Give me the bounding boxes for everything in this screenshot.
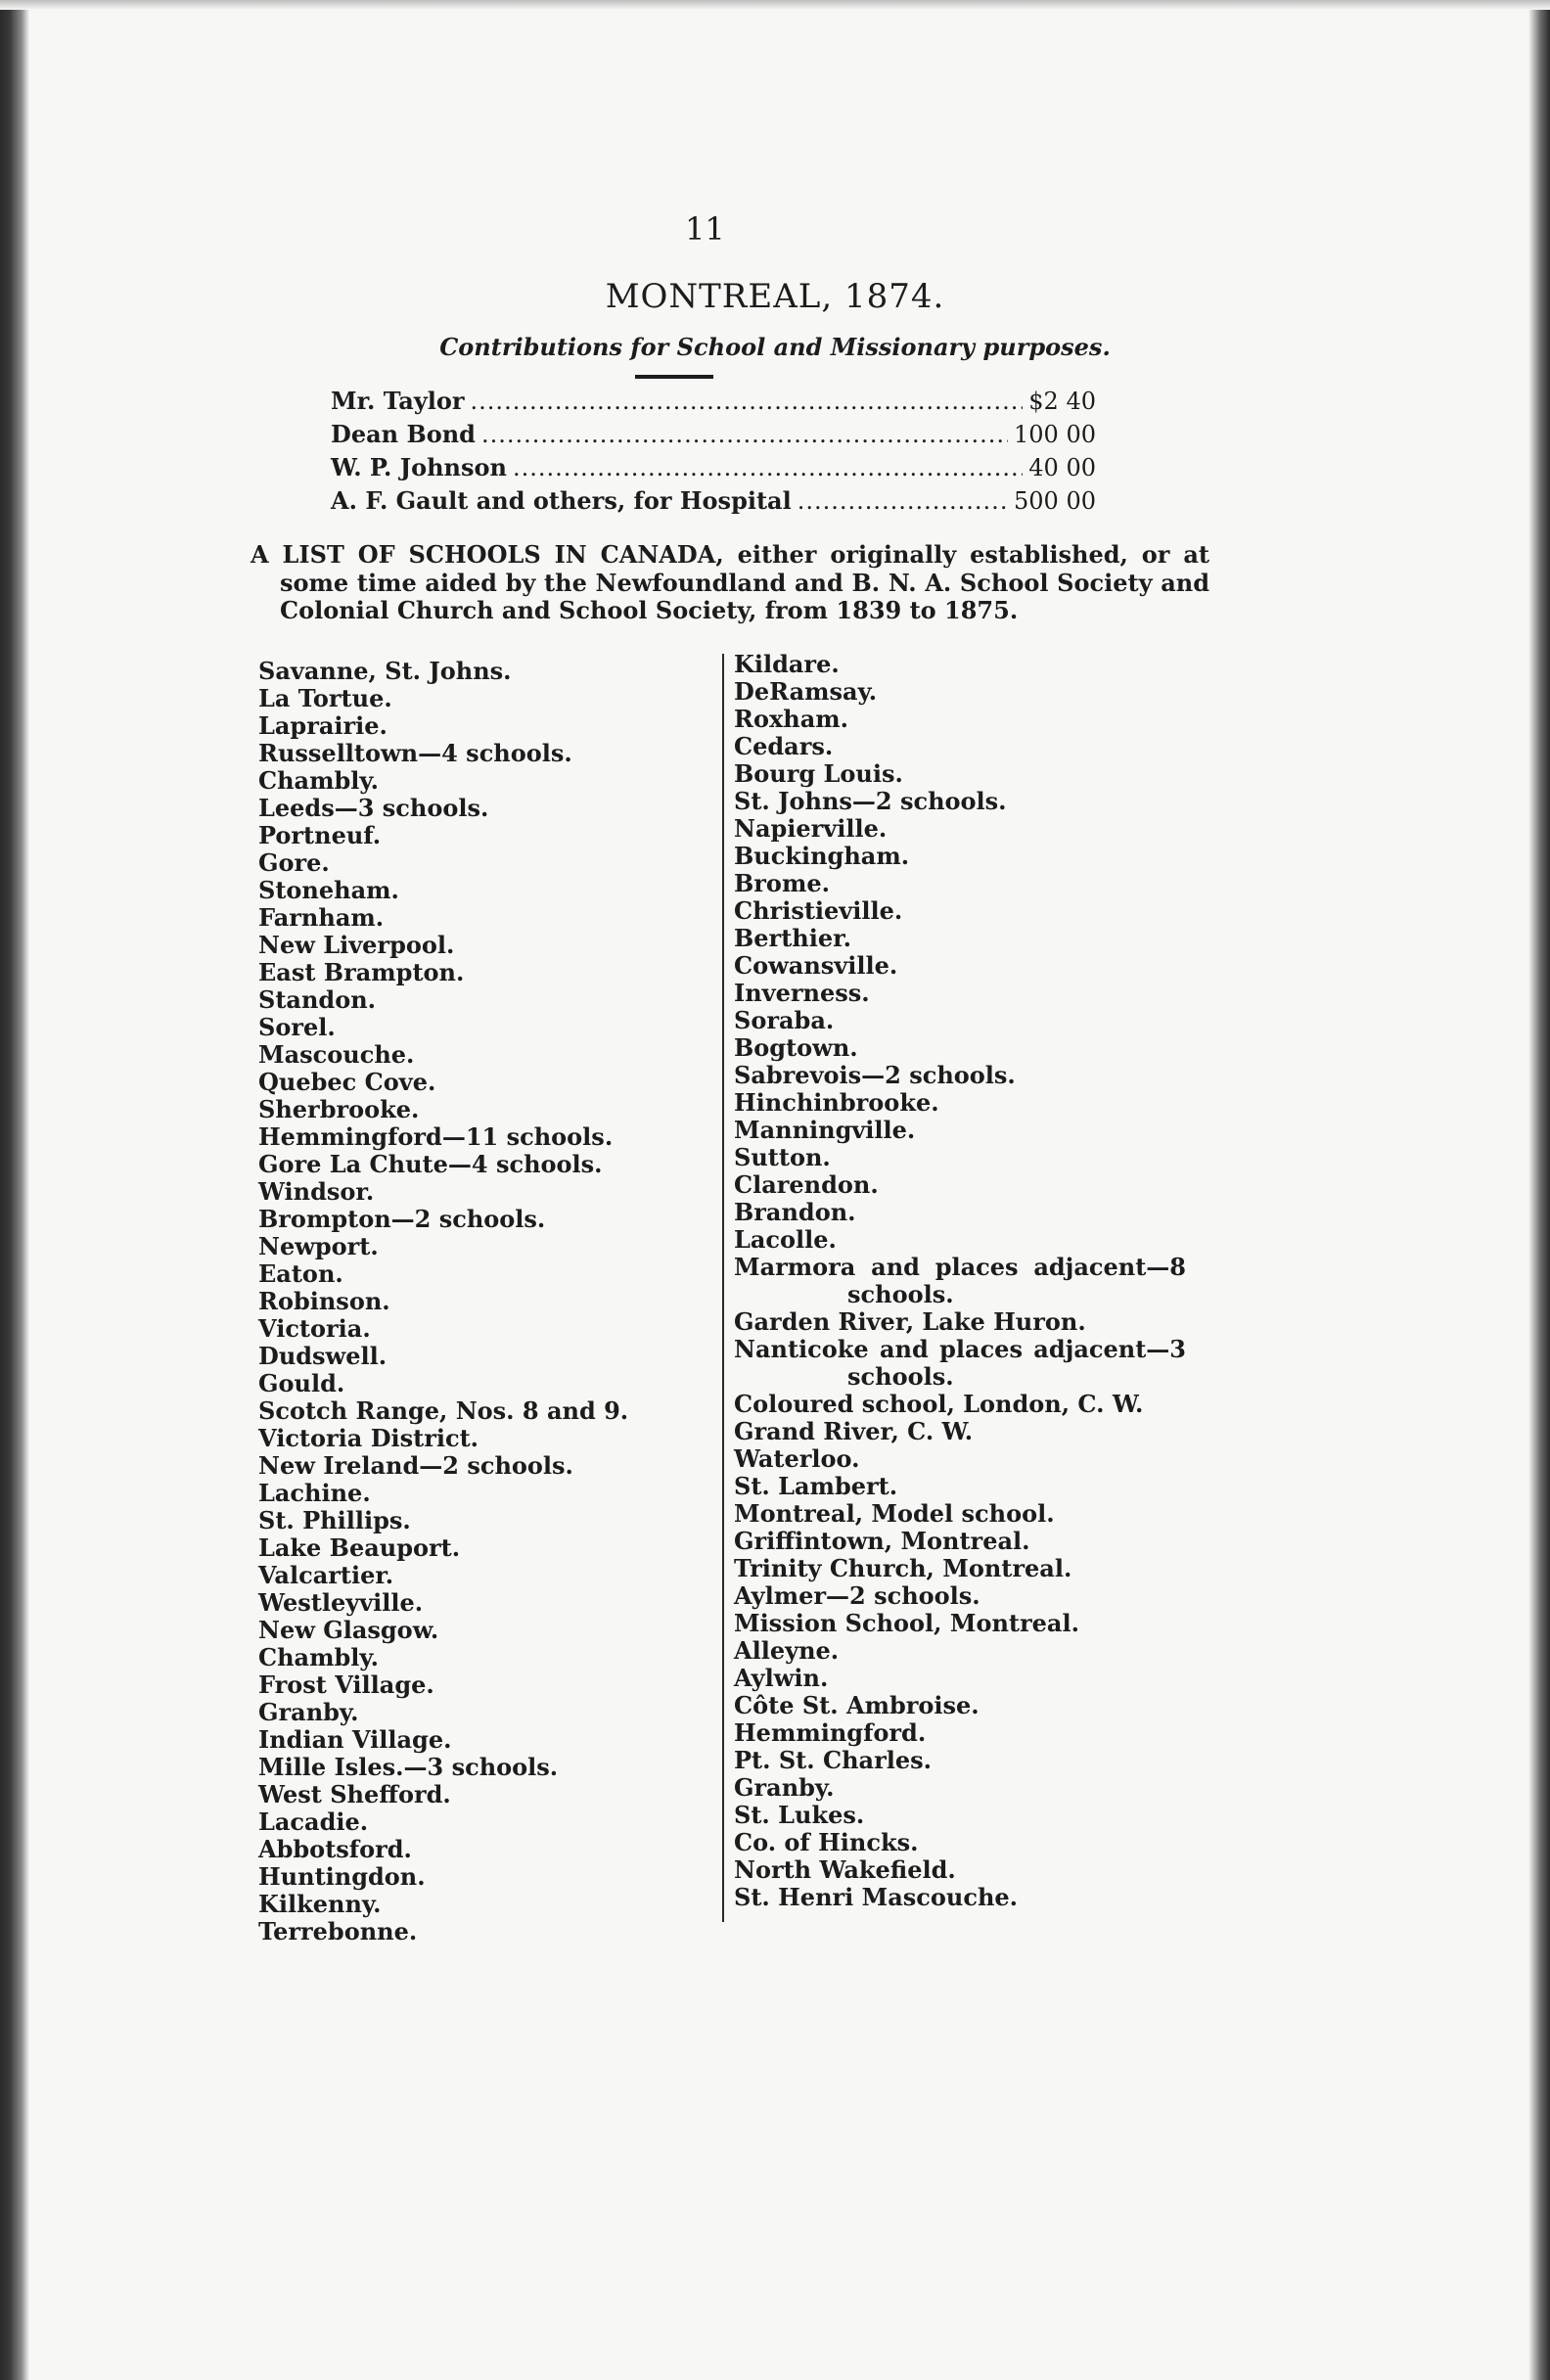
page-subtitle: Contributions for School and Missionary purposes. bbox=[439, 333, 1111, 361]
school-entry: Laprairie. bbox=[258, 711, 388, 740]
schools-intro: A LIST OF SCHOOLS IN CANADA, either originally established, or at some time aided by the Newfoundland and B. N. A. School Society and Colonial Church and School Society, from 1839 to 1875. bbox=[251, 540, 1209, 624]
school-entry: Soraba. bbox=[734, 1006, 835, 1034]
school-entry: Bourg Louis. bbox=[734, 759, 903, 788]
contributor-name: A. F. Gault and others, for Hospital bbox=[331, 486, 792, 515]
school-entry: East Brampton. bbox=[258, 958, 465, 986]
page-number: 11 bbox=[685, 210, 725, 248]
school-entry: Portneuf. bbox=[258, 821, 382, 849]
school-entry: Waterloo. bbox=[734, 1444, 860, 1473]
school-entry: North Wakefield. bbox=[734, 1855, 956, 1884]
contributor-name: Mr. Taylor bbox=[331, 387, 465, 415]
school-entry: Brandon. bbox=[734, 1198, 856, 1226]
school-entry-text: Marmora and places adjacent—8 bbox=[734, 1253, 1186, 1281]
school-entry: Frost Village. bbox=[258, 1671, 434, 1699]
school-entry: New Liverpool. bbox=[258, 931, 455, 959]
school-entry: Russelltown—4 schools. bbox=[258, 739, 572, 767]
school-entry: Lachine. bbox=[258, 1479, 371, 1507]
school-entry: Newport. bbox=[258, 1232, 379, 1260]
school-entry: Hemmingford—11 schools. bbox=[258, 1122, 614, 1151]
school-entry: Victoria. bbox=[258, 1314, 371, 1343]
contribution-amount: 40 00 bbox=[1028, 454, 1096, 481]
school-entry: Windsor. bbox=[258, 1177, 375, 1206]
school-entry: Scotch Range, Nos. 8 and 9. bbox=[258, 1396, 629, 1425]
school-entry-continuation: schools. bbox=[847, 1362, 954, 1391]
school-entry: Hemmingford. bbox=[734, 1718, 927, 1747]
contribution-row bbox=[331, 418, 1096, 451]
school-entry: New Ireland—2 schools. bbox=[258, 1451, 573, 1480]
school-entry: Lacolle. bbox=[734, 1225, 837, 1254]
school-entry: Kilkenny. bbox=[258, 1890, 382, 1918]
school-entry: Alleyne. bbox=[734, 1636, 840, 1665]
school-entry bbox=[734, 1254, 1186, 1308]
school-entry: Gould. bbox=[258, 1369, 345, 1397]
school-entry: St. Lambert. bbox=[734, 1472, 898, 1500]
school-entry: St. Henri Mascouche. bbox=[734, 1883, 1019, 1911]
school-entry: Quebec Cove. bbox=[258, 1068, 436, 1096]
school-entry: Manningville. bbox=[734, 1116, 916, 1144]
school-entry: Brompton—2 schools. bbox=[258, 1205, 546, 1233]
school-entry: Sherbrooke. bbox=[258, 1095, 420, 1123]
school-entry: Aylwin. bbox=[734, 1664, 829, 1692]
schools-left-column bbox=[258, 658, 718, 1945]
school-entry: Napierville. bbox=[734, 814, 888, 843]
school-entry: DeRamsay. bbox=[734, 677, 878, 706]
school-entry: Côte St. Ambroise. bbox=[734, 1691, 980, 1719]
contributor-name: Dean Bond bbox=[331, 420, 476, 448]
school-entry: Berthier. bbox=[734, 924, 851, 952]
school-entry: St. Lukes. bbox=[734, 1801, 865, 1829]
schools-right-column bbox=[734, 651, 1186, 1911]
leader-dots bbox=[481, 418, 1008, 451]
school-entry: Lacadie. bbox=[258, 1808, 369, 1836]
title-rule bbox=[635, 375, 713, 379]
school-entry: Pt. St. Charles. bbox=[734, 1746, 932, 1774]
school-entry: Montreal, Model school. bbox=[734, 1499, 1055, 1528]
school-entry: Sabrevois—2 schools. bbox=[734, 1061, 1016, 1089]
school-entry-text: Nanticoke and places adjacent—3 bbox=[734, 1335, 1186, 1363]
school-entry: Dudswell. bbox=[258, 1342, 388, 1370]
school-entry: Huntingdon. bbox=[258, 1862, 426, 1891]
school-entry: Robinson. bbox=[258, 1287, 390, 1315]
school-entry: Trinity Church, Montreal. bbox=[734, 1554, 1072, 1582]
school-entry: Abbotsford. bbox=[258, 1835, 412, 1863]
school-entry: New Glasgow. bbox=[258, 1616, 439, 1644]
school-entry: Mille Isles.—3 schools. bbox=[258, 1753, 559, 1781]
contributor-name: W. P. Johnson bbox=[331, 453, 507, 481]
school-entry: St. Phillips. bbox=[258, 1506, 411, 1534]
school-entry: Victoria District. bbox=[258, 1424, 479, 1452]
school-entry: Mission School, Montreal. bbox=[734, 1609, 1079, 1637]
leader-dots bbox=[513, 451, 1023, 484]
school-entry: Clarendon. bbox=[734, 1170, 879, 1199]
school-entry: Coloured school, London, C. W. bbox=[734, 1390, 1144, 1418]
school-entry: Grand River, C. W. bbox=[734, 1417, 974, 1445]
column-divider bbox=[722, 654, 724, 1922]
contribution-row bbox=[331, 484, 1096, 518]
page-edge-top bbox=[0, 0, 1550, 10]
contribution-row bbox=[331, 451, 1096, 484]
school-entry: Granby. bbox=[258, 1698, 359, 1726]
school-entry: Westleyville. bbox=[258, 1588, 424, 1617]
leader-dots bbox=[798, 484, 1008, 518]
school-entry: Valcartier. bbox=[258, 1561, 394, 1589]
school-entry bbox=[734, 1336, 1186, 1391]
school-entry: Farnham. bbox=[258, 903, 385, 932]
school-entry: Savanne, St. Johns. bbox=[258, 657, 512, 685]
school-entry-continuation: schools. bbox=[847, 1280, 954, 1308]
contribution-amount: 100 00 bbox=[1014, 421, 1096, 448]
school-entry: Chambly. bbox=[258, 1643, 379, 1671]
page-title: MONTREAL, 1874. bbox=[605, 277, 945, 316]
school-entry: St. Johns—2 schools. bbox=[734, 787, 1007, 815]
school-entry: West Shefford. bbox=[258, 1780, 451, 1808]
school-entry: Eaton. bbox=[258, 1259, 343, 1288]
school-entry: Cedars. bbox=[734, 732, 834, 760]
school-entry: Hinchinbrooke. bbox=[734, 1088, 939, 1117]
school-entry: Sorel. bbox=[258, 1013, 336, 1041]
school-entry: Christieville. bbox=[734, 896, 903, 925]
school-entry: Standon. bbox=[258, 985, 377, 1014]
school-entry: Bogtown. bbox=[734, 1033, 858, 1062]
school-entry: Griffintown, Montreal. bbox=[734, 1527, 1030, 1555]
school-entry: Cowansville. bbox=[734, 951, 898, 980]
contribution-amount: 500 00 bbox=[1014, 487, 1096, 515]
school-entry: Garden River, Lake Huron. bbox=[734, 1307, 1086, 1336]
school-entry: Inverness. bbox=[734, 979, 870, 1007]
school-entry: Co. of Hincks. bbox=[734, 1828, 919, 1856]
school-entry: Mascouche. bbox=[258, 1040, 415, 1069]
school-entry: Kildare. bbox=[734, 650, 840, 678]
school-entry: Stoneham. bbox=[258, 876, 399, 904]
school-entry: Roxham. bbox=[734, 705, 849, 733]
school-entry: La Tortue. bbox=[258, 684, 392, 712]
school-entry: Brome. bbox=[734, 869, 830, 897]
school-entry: Gore La Chute—4 schools. bbox=[258, 1150, 603, 1178]
school-entry: Leeds—3 schools. bbox=[258, 794, 489, 822]
contribution-row bbox=[331, 385, 1096, 418]
school-entry: Buckingham. bbox=[734, 842, 910, 870]
school-entry: Granby. bbox=[734, 1773, 835, 1802]
school-entry: Aylmer—2 schools. bbox=[734, 1581, 980, 1610]
leader-dots bbox=[471, 385, 1024, 418]
contributions-list bbox=[331, 385, 1096, 518]
school-entry: Sutton. bbox=[734, 1143, 831, 1171]
contribution-amount: $2 40 bbox=[1028, 388, 1096, 415]
school-entry: Chambly. bbox=[258, 766, 379, 795]
school-entry: Lake Beauport. bbox=[258, 1533, 461, 1562]
school-entry: Terrebonne. bbox=[258, 1917, 418, 1945]
school-entry: Indian Village. bbox=[258, 1725, 452, 1754]
school-entry: Gore. bbox=[258, 848, 330, 877]
